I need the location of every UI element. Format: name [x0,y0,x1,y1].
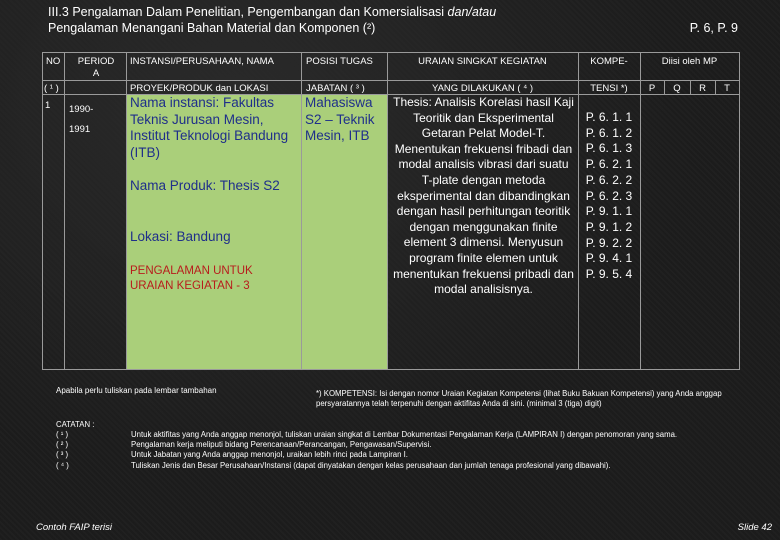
catatan-text: Untuk Jabatan yang Anda anggap menonjol, uraikan lebih rinci pada Lampiran I. [131,450,408,460]
header-kompetensi: KOMPE- [590,56,628,67]
catatan-item [56,430,746,440]
row-periode: 1990- 1991 [69,104,94,135]
kompetensi-code: P. 9. 5. 4 [585,267,633,282]
header-r: R [699,83,706,94]
kompetensi-code: P. 6. 2. 2 [585,172,633,187]
header-jabatan: JABATAN ( ³ ) [306,83,365,94]
catatan-ref: ( ² ) [56,440,69,450]
kompetensi-note: *) KOMPETENSI: Isi dengan nomor Uraian Kegiatan Kompetensi (lihat Buku Bakuan Kompetensi) yang Anda anggap persyaratannya telah terpenuhi dengan aktifitas Anda di sini. (minimal 3 (tiga) digit) [316,389,722,409]
row-uraian: Thesis: Analisis Korelasi hasil Kaji Teoritik dan Eksperimental Getaran Pelat Model-T. Menentukan frekuensi fribadi dan modal analisis vibrasi dari suatu T-plate dengan metoda eksperimental dan dibandingkan dengan hasil perhitungan teoritik dengan menggunakan finite element 3 dimensi. Menyusun program finite elemen untuk menentukan frekuensi pribadi dan modal analisisnya. [393,95,574,297]
row-produk: Nama Produk: Thesis S2 [130,178,280,193]
header-uraian-2: YANG DILAKUKAN ( ⁴ ) [431,83,534,94]
kompetensi-code: P. 6. 1. 1 [585,110,633,124]
catatan-item [56,440,746,450]
kompetensi-code: P. 9. 1. 1 [585,204,633,219]
kompetensi-code: P. 9. 2. 2 [585,235,633,250]
catatan-ref: ( ¹ ) [56,430,69,439]
catatan-list [56,430,746,471]
catatan-text: Untuk aktifitas yang Anda anggap menonjol, tuliskan uraian singkat di Lembar Dokumentasi Pengalaman Kerja (LAMPIRAN I) dengan penomoran yang sama. [131,430,678,439]
catatan-text: Pengalaman kerja meliputi bidang Perencanaan/Perancangan, Pengawasan/Supervisi. [131,440,432,450]
header-posisi: POSISI TUGAS [306,56,373,67]
apabila-note: Apabila perlu tuliskan pada lembar tambahan [56,386,217,395]
header-no: NO [46,56,61,67]
kompetensi-code: P. 6. 1. 3 [585,141,633,156]
kompetensi-code: P. 6. 1. 2 [585,125,633,140]
row-posisi: Mahasiswa S2 – Teknik Mesin, ITB [305,95,375,143]
row-instansi: Nama instansi: Fakultas Teknis Jurusan Mesin, Institut Teknologi Bandung (ITB) [130,95,289,160]
experience-table [42,52,740,370]
kompetensi-code: P. 9. 1. 2 [585,219,633,234]
row-kompetensi-list [578,110,640,283]
catatan-text: Tuliskan Jenis dan Besar Perusahaan/Instansi (dapat dinyatakan dengan kelas perusahaan dan jumlah tenaga profesional yang dibawahi). [131,460,611,470]
row-lokasi: Lokasi: Bandung [130,229,231,244]
kompetensi-code: P. 6. 2. 3 [585,188,633,203]
footer-left: Contoh FAIP terisi [36,522,113,533]
header-periode: PERIOD A [77,56,115,79]
row-no: 1 [45,100,51,111]
kompetensi-code: P. 9. 4. 1 [585,251,633,266]
footer-slide-number: Slide 42 [737,522,772,533]
header-diisi-mp: Diisi oleh MP [661,56,718,67]
catatan-item [56,450,746,460]
catatan-ref: ( ⁴ ) [56,460,69,470]
catatan-item [56,461,746,471]
row-pengalaman-note: PENGALAMAN UNTUK URAIAN KEGIATAN - 3 [130,265,253,292]
catatan-ref: ( ³ ) [56,450,69,460]
header-q: Q [673,83,681,94]
header-kompetensi-2: TENSI *) [590,83,628,94]
kompetensi-code: P. 6. 2. 1 [585,157,633,172]
header-p: P [648,83,656,94]
header-uraian: URAIAN SINGKAT KEGIATAN [418,56,547,67]
header-no-ref: ( ¹ ) [44,83,59,94]
header-t: T [724,83,730,94]
page-title: III.3 Pengalaman Dalam Penelitian, Pengembangan dan Komersialisasi dan/atau Pengalaman Menangani Bahan Material dan Komponen (²) [48,5,497,35]
page-code: P. 6, P. 9 [689,21,738,35]
header-instansi: INSTANSI/PERUSAHAAN, NAMA [130,56,274,67]
header-produk-lokasi: PROYEK/PRODUK dan LOKASI [130,83,269,94]
catatan-title: CATATAN : [56,420,95,429]
